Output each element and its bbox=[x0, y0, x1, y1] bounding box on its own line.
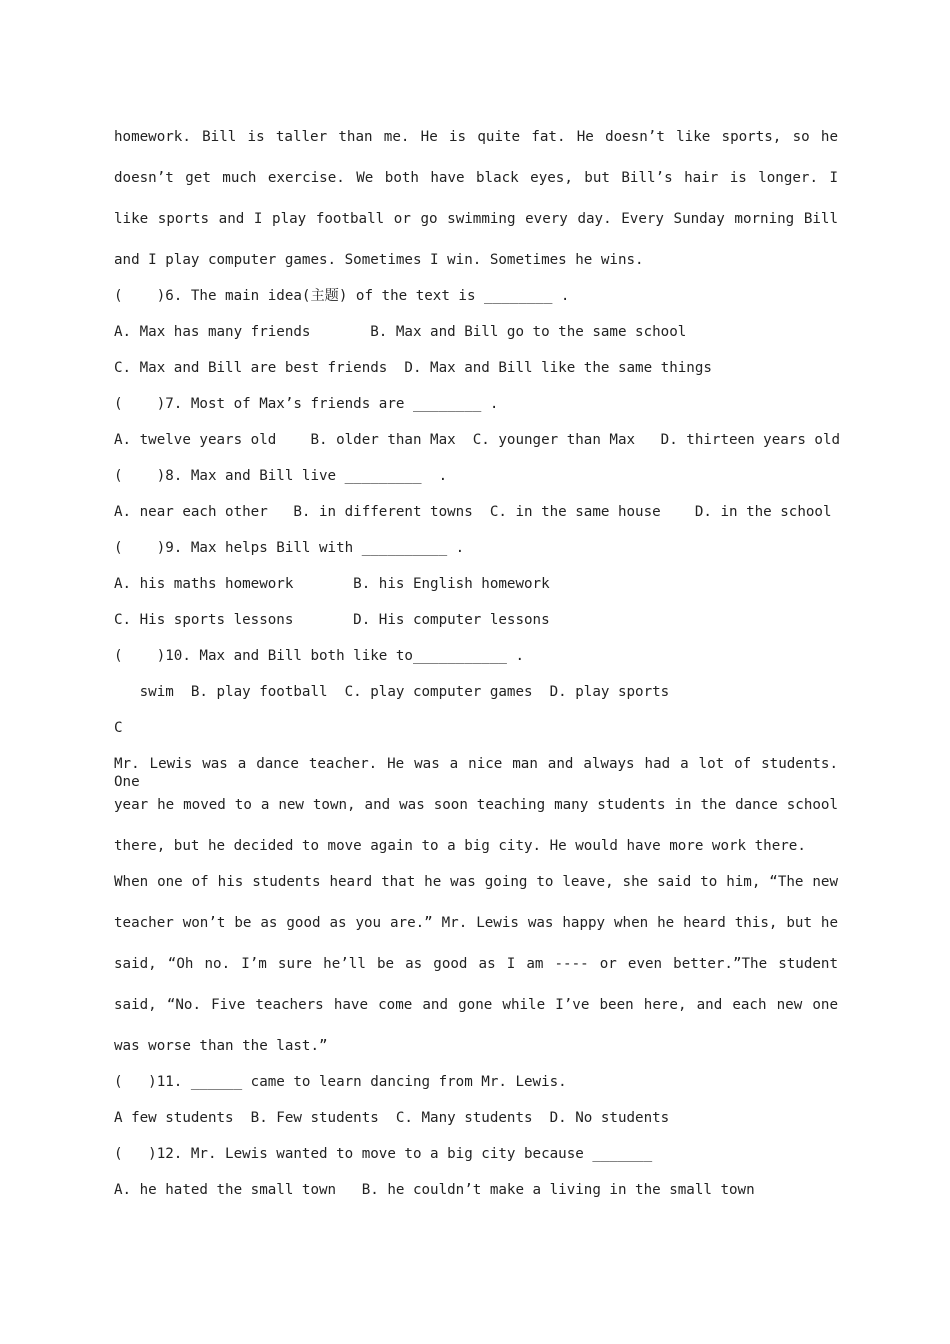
passage-line: When one of his students heard that he was going to leave, she said to him, “The new bbox=[114, 874, 838, 890]
question-options: C. Max and Bill are best friends D. Max and Bill like the same things bbox=[114, 360, 712, 376]
question-options: C. His sports lessons D. His computer lessons bbox=[114, 612, 550, 628]
question-stem: ( )9. Max helps Bill with __________ . bbox=[114, 540, 465, 556]
question-options: A. he hated the small town B. he couldn’t make a living in the small town bbox=[114, 1182, 755, 1198]
question-options: swim B. play football C. play computer games D. play sports bbox=[114, 684, 670, 700]
question-stem: ( )10. Max and Bill both like to___________ . bbox=[114, 648, 524, 664]
passage-line: was worse than the last.” bbox=[114, 1038, 328, 1054]
question-stem: ( )7. Most of Max’s friends are ________ . bbox=[114, 396, 499, 412]
question-options: A. Max has many friends B. Max and Bill go to the same school bbox=[114, 324, 687, 340]
passage-line: year he moved to a new town, and was soon teaching many students in the dance school bbox=[114, 797, 838, 813]
passage-line: homework. Bill is taller than me. He is quite fat. He doesn’t like sports, so he bbox=[114, 129, 838, 145]
passage-line: Mr. Lewis was a dance teacher. He was a nice man and always had a lot of students. One bbox=[114, 756, 838, 790]
passage-line: said, “Oh no. I’m sure he’ll be as good as I am ---- or even better.”The student bbox=[114, 956, 838, 972]
question-stem: ( )8. Max and Bill live _________ . bbox=[114, 468, 448, 484]
question-options: A. near each other B. in different towns C. in the same house D. in the school bbox=[114, 504, 832, 520]
passage-line: doesn’t get much exercise. We both have black eyes, but Bill’s hair is longer. I bbox=[114, 170, 838, 186]
passage-line: like sports and I play football or go swimming every day. Every Sunday morning Bill bbox=[114, 211, 838, 227]
passage-line: and I play computer games. Sometimes I win. Sometimes he wins. bbox=[114, 252, 644, 268]
question-stem: ( )11. ______ came to learn dancing from Mr. Lewis. bbox=[114, 1074, 567, 1090]
section-label: C bbox=[114, 720, 123, 736]
passage-line: teacher won’t be as good as you are.” Mr. Lewis was happy when he heard this, but he bbox=[114, 915, 838, 931]
passage-line: there, but he decided to move again to a big city. He would have more work there. bbox=[114, 838, 806, 854]
question-stem: ( )6. The main idea(主题) of the text is ________ . bbox=[114, 288, 570, 304]
question-options: A. his maths homework B. his English homework bbox=[114, 576, 550, 592]
question-stem: ( )12. Mr. Lewis wanted to move to a big city because _______ bbox=[114, 1146, 653, 1162]
passage-line: said, “No. Five teachers have come and gone while I’ve been here, and each new one bbox=[114, 997, 838, 1013]
question-options: A few students B. Few students C. Many students D. No students bbox=[114, 1110, 670, 1126]
question-options: A. twelve years old B. older than Max C. younger than Max D. thirteen years old bbox=[114, 432, 841, 448]
